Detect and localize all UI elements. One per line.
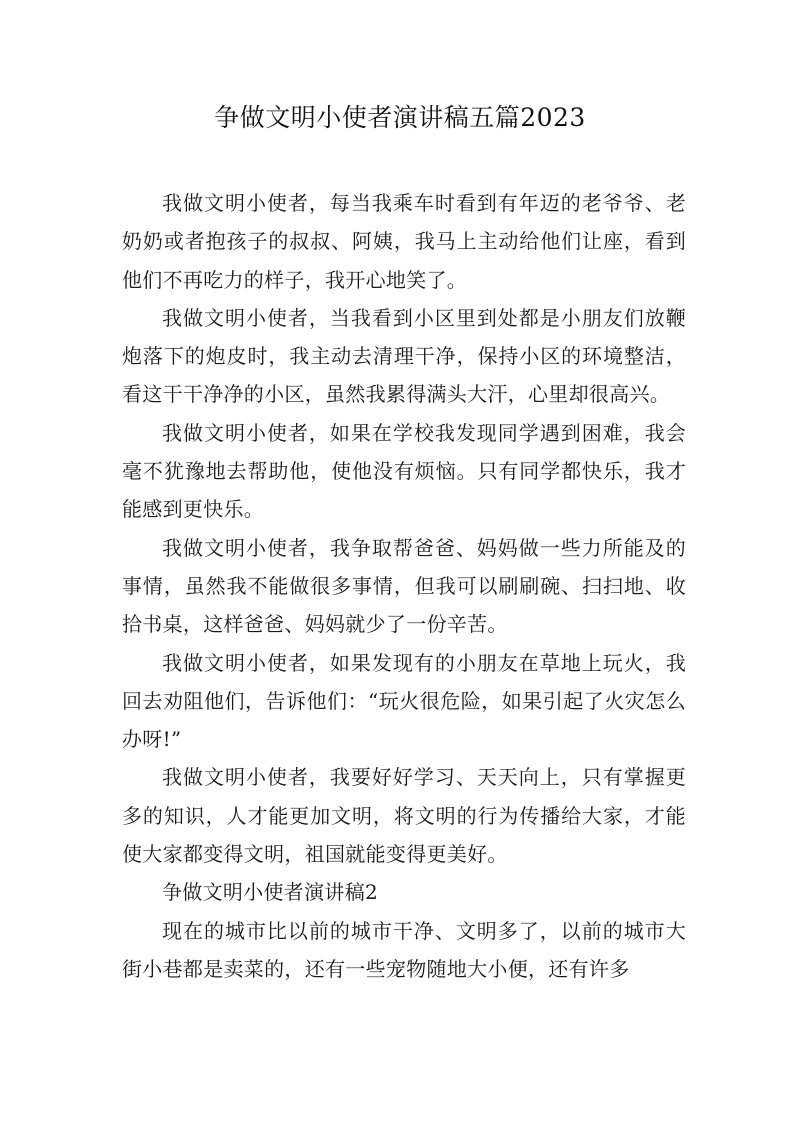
paragraph: 我做文明小使者，每当我乘车时看到有年迈的老爷爷、老奶奶或者抱孩子的叔叔、阿姨，我马上主动给他们让座，看到他们不再吃力的样子，我开心地笑了。: [122, 191, 686, 292]
paragraph: 我做文明小使者，如果发现有的小朋友在草地上玩火，我回去劝阻他们，告诉他们：“玩火很危险，如果引起了火灾怎么办呀!”: [122, 650, 686, 752]
paragraph: 现在的城市比以前的城市干净、文明多了，以前的城市大街小巷都是卖菜的，还有一些宠物随地大小便，还有许多: [122, 918, 686, 981]
document-body: [122, 184, 686, 988]
section-heading: 争做文明小使者演讲稿2: [162, 880, 379, 905]
paragraph: 我做文明小使者，如果在学校我发现同学遇到困难，我会毫不犹豫地去帮助他，使他没有烦恼。只有同学都快乐，我才能感到更快乐。: [122, 420, 686, 522]
document-title: 争做文明小使者演讲稿五篇2023: [214, 103, 586, 132]
paragraph: 我做文明小使者，当我看到小区里到处都是小朋友们放鞭炮落下的炮皮时，我主动去清理干净，保持小区的环境整洁，看这干干净净的小区，虽然我累得满头大汗，心里却很高兴。: [122, 305, 686, 407]
paragraph: 我做文明小使者，我争取帮爸爸、妈妈做一些力所能及的事情，虽然我不能做很多事情，但我可以刷刷碗、扫扫地、收拾书桌，这样爸爸、妈妈就少了一份辛苦。: [122, 535, 686, 637]
paragraph: 我做文明小使者，我要好好学习、天天向上，只有掌握更多的知识，人才能更加文明，将文明的行为传播给大家，才能使大家都变得文明，祖国就能变得更美好。: [122, 765, 686, 867]
